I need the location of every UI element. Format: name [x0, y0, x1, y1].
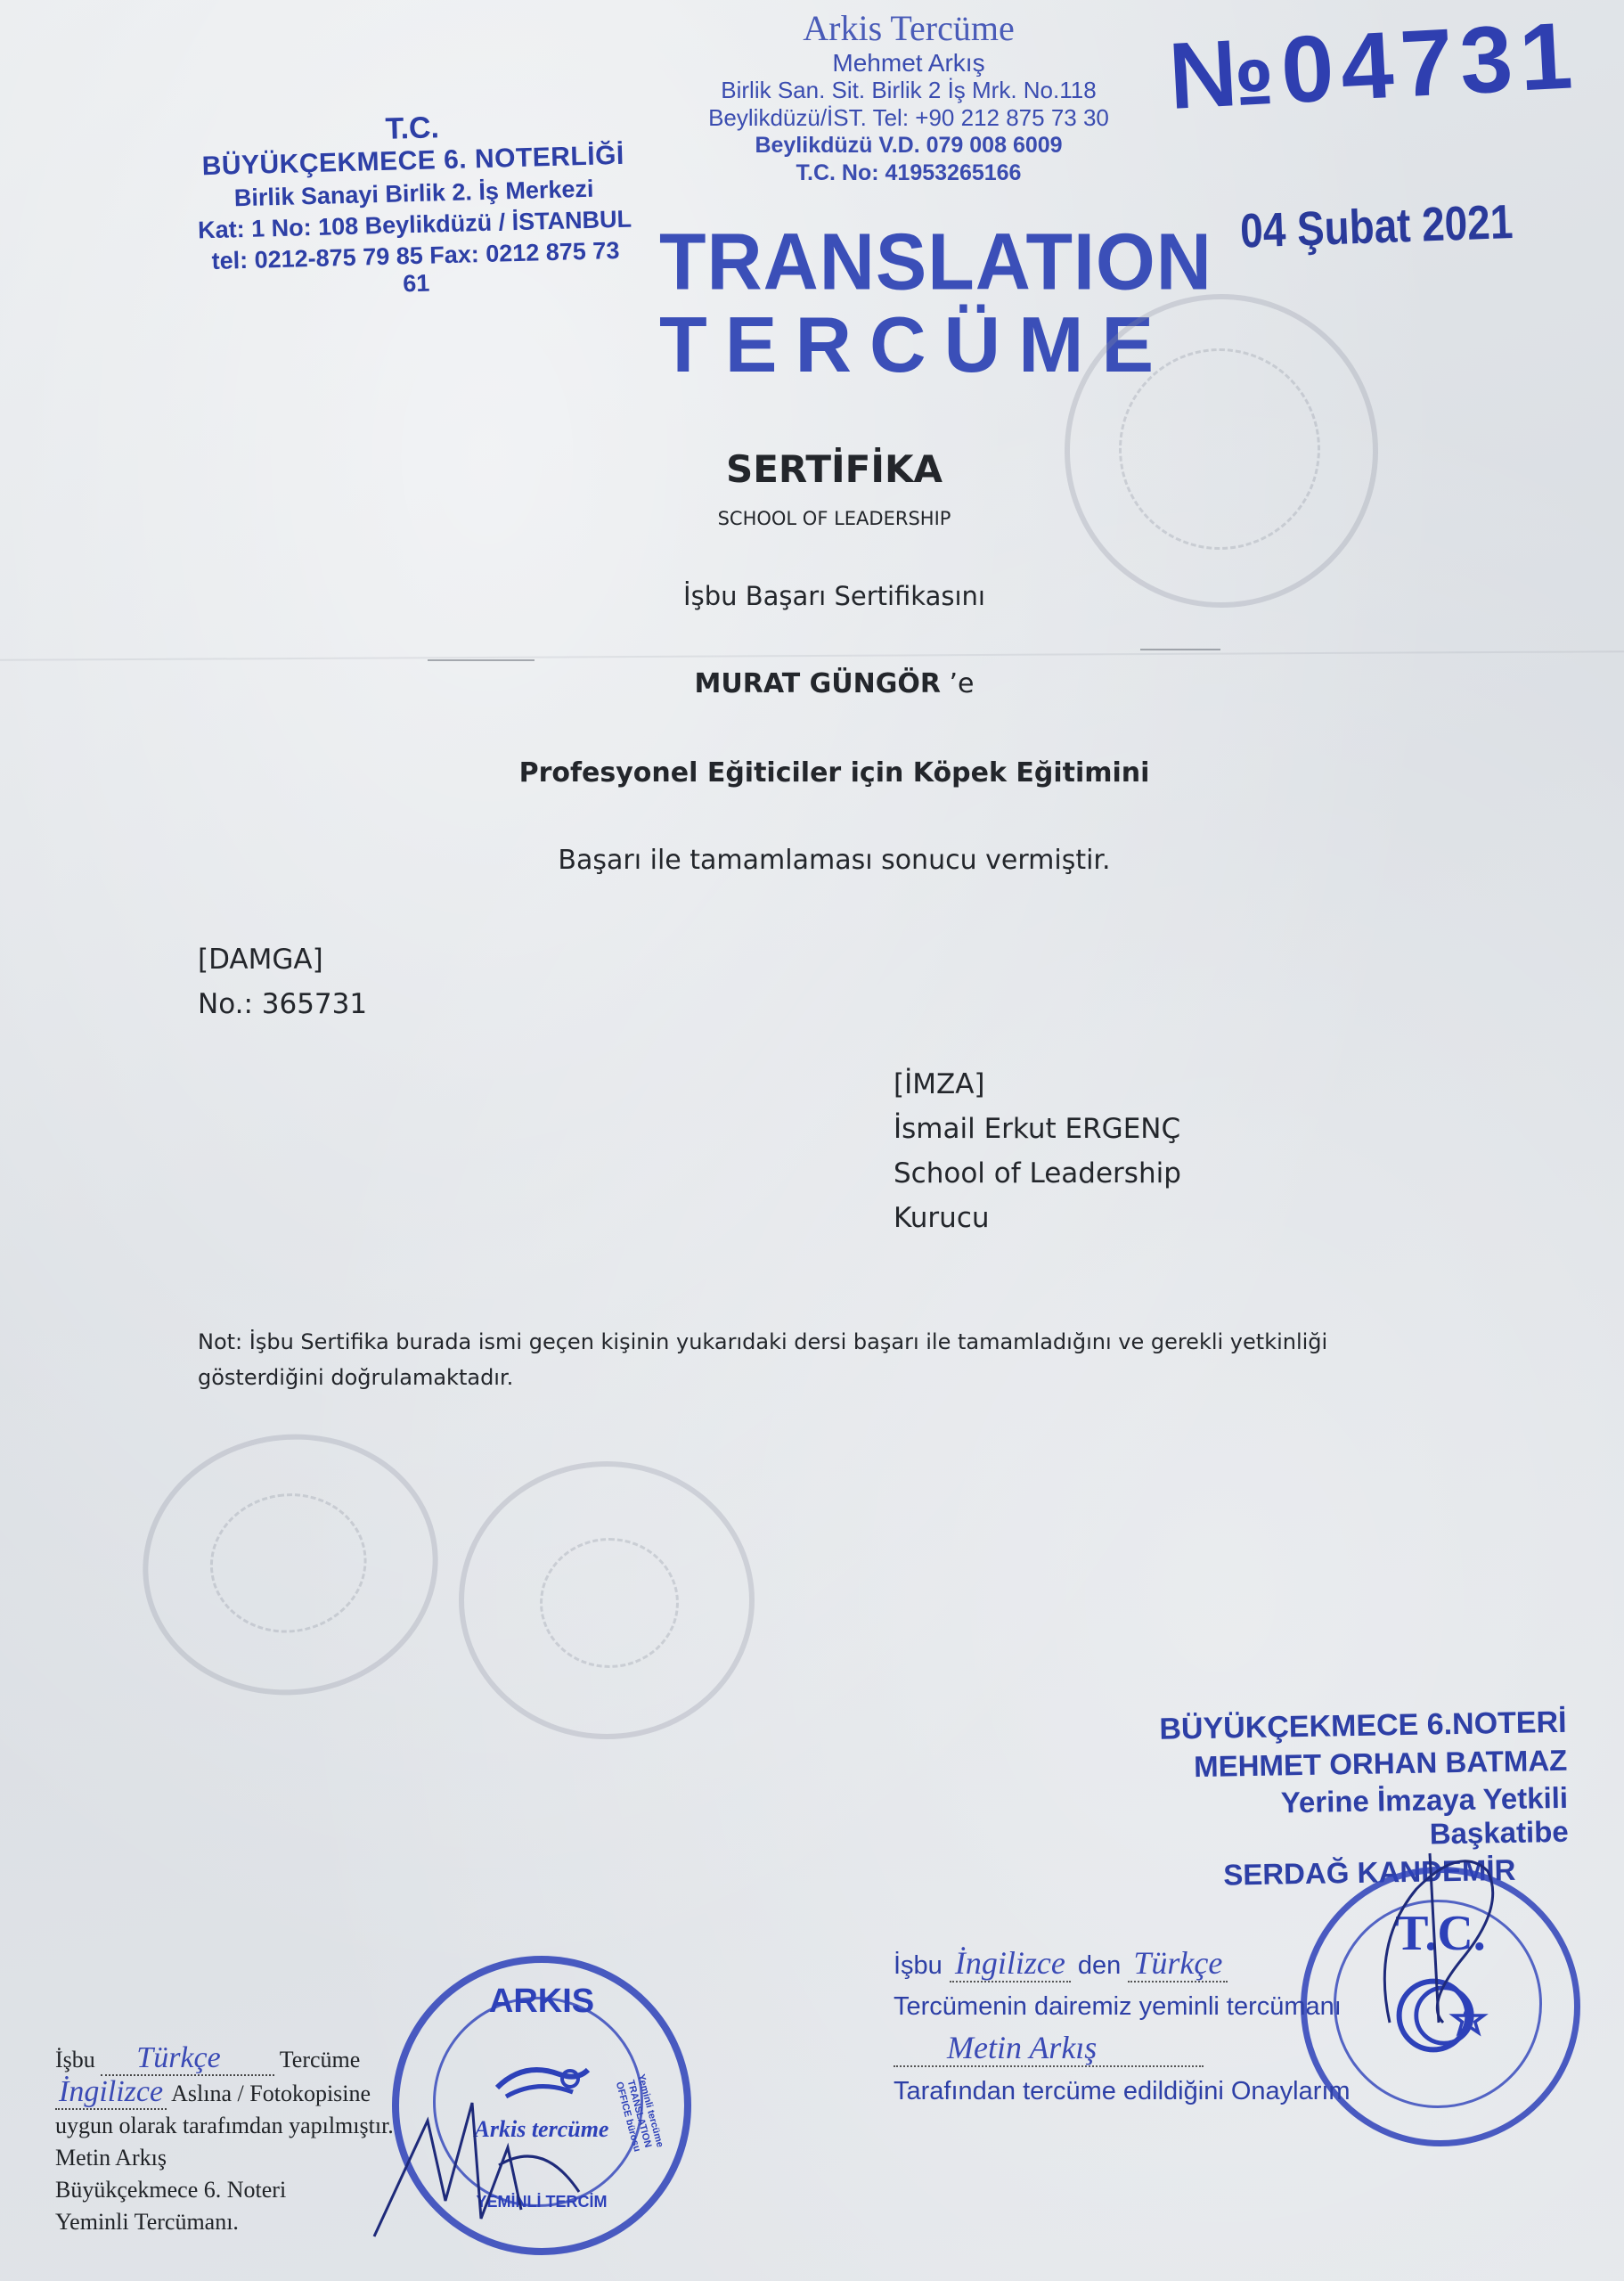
seal-label: [DAMGA] — [198, 944, 323, 976]
translator-owner: Mehmet Arkış — [832, 49, 985, 77]
translation-word: TRANSLATION — [659, 217, 1212, 307]
translator-company: Arkis Tercüme — [803, 8, 1015, 48]
cert-office: Büyükçekmece 6. Noteri — [55, 2177, 287, 2203]
arkis-stamp-top: ARKIS — [488, 1983, 595, 2020]
seal-block — [198, 937, 367, 1026]
notary-person: MEHMET ORHAN BATMAZ — [1193, 1743, 1568, 1784]
notary-approval — [894, 1942, 1392, 2112]
notary-address-2: Kat: 1 No: 108 Beylikdüzü / İSTANBUL — [197, 205, 632, 244]
certificate-completion: Başarı ile tamamlaması sonucu vermiştir. — [558, 845, 1111, 876]
cert-role: Yeminli Tercümanı. — [55, 2209, 239, 2235]
approval-line-4: Tarafından tercüme edildiğini Onaylarım — [894, 2077, 1351, 2105]
approval-from-lang: İngilizce — [950, 1945, 1071, 1983]
recipient-suffix: ’e — [949, 668, 975, 699]
cert-source-handwritten: İngilizce — [55, 2075, 167, 2110]
notary-phone: tel: 0212-875 79 85 Fax: 0212 875 73 61 — [211, 236, 620, 298]
notary-stamp-top-left — [193, 106, 634, 304]
certificate-course: Profesyonel Eğiticiler için Köpek Eğitimini — [518, 757, 1150, 789]
cert-isbu: İşbu — [55, 2047, 95, 2073]
recipient-name: MURAT GÜNGÖR — [694, 668, 941, 699]
signer-name: İsmail Erkut ERGENÇ — [894, 1113, 1181, 1145]
cert-aslina: Aslına / Fotokopisine — [171, 2081, 371, 2106]
arkis-stamp-side: Yeminli tercüme TRANSLATION OFFICE bürosu — [613, 2073, 665, 2154]
signature-label: [İMZA] — [894, 1068, 985, 1100]
cert-lang-handwritten: Türkçe — [101, 2041, 273, 2076]
arkis-stamp-bottom: YEMİNLİ TERCİM — [476, 2193, 608, 2211]
approval-translator-handwritten: Metin Arkış — [894, 2030, 1204, 2067]
translator-header — [677, 7, 1140, 187]
cert-translator-name: Metin Arkış — [55, 2145, 167, 2171]
paper-crease — [428, 659, 535, 661]
translator-signature — [365, 2067, 597, 2245]
translator-address: Birlik San. Sit. Birlik 2 İş Mrk. No.118 — [721, 77, 1097, 103]
signer-title: Kurucu — [894, 1202, 990, 1234]
translator-tax-office: Beylikdüzü V.D. 079 008 6009 — [755, 133, 1063, 158]
approval-line-2: Tercümenin dairemiz yeminli tercümanı — [894, 1992, 1342, 2021]
certificate-title: SERTİFİKA — [725, 447, 943, 491]
notary-signature — [1354, 1835, 1514, 2032]
stamp-date: 04 Şubat 2021 — [1238, 195, 1514, 258]
tercume-word: TERCÜME — [659, 300, 1172, 388]
translation-stamp — [659, 217, 1212, 390]
arkis-stamp-center: Arkis tercüme — [474, 2116, 609, 2142]
notary-name: BÜYÜKÇEKMECE 6. NOTERLİĞİ — [201, 140, 625, 182]
certificate-school: SCHOOL OF LEADERSHIP — [717, 508, 951, 529]
approval-den: den — [1077, 1951, 1122, 1980]
notary-address: Birlik Sanayi Birlik 2. İş Merkezi — [233, 175, 594, 212]
signer-org: School of Leadership — [894, 1157, 1181, 1190]
cert-tercume: Tercüme — [279, 2047, 361, 2073]
certificate-recipient-line — [0, 668, 1624, 699]
notary-title: BÜYÜKÇEKMECE 6.NOTERİ — [1159, 1705, 1567, 1746]
translator-tc-no: T.C. No: 41953265166 — [796, 160, 1022, 185]
notary-round-tc: T.C. — [1395, 1906, 1486, 1961]
approval-isbu: İşbu — [894, 1951, 943, 1980]
notary-clerk: SERDAĞ KANDEMİR — [1222, 1852, 1516, 1892]
cert-line-3: uygun olarak tarafımdan yapılmıştır. — [55, 2113, 394, 2138]
faded-arkis-seal — [126, 1415, 454, 1713]
approval-line-3 — [894, 2027, 1392, 2071]
paper-crease — [1140, 649, 1220, 650]
seal-number: No.: 365731 — [198, 988, 368, 1020]
faded-notary-seal — [459, 1461, 755, 1739]
certificate-intro: İşbu Başarı Sertifikasını — [683, 581, 985, 611]
certificate-note: Not: İşbu Sertifika burada ismi geçen kişinin yukarıdaki dersi başarı ile tamamladığını ve gerekli yetkinliği gösterdiğini doğrulamaktadır. — [198, 1329, 1328, 1390]
notary-authorized: Yerine İmzaya Yetkili Başkatibe — [1280, 1780, 1569, 1851]
translator-phone: Beylikdüzü/İST. Tel: +90 212 875 73 30 — [708, 104, 1109, 131]
paper-crease — [0, 650, 1624, 661]
approval-to-lang: Türkçe — [1128, 1945, 1228, 1983]
serial-number: №04731 — [1166, 3, 1582, 129]
signature-block — [894, 1062, 1181, 1240]
approval-line-1 — [894, 1942, 1392, 1986]
notary-tc: T.C. — [385, 110, 440, 146]
